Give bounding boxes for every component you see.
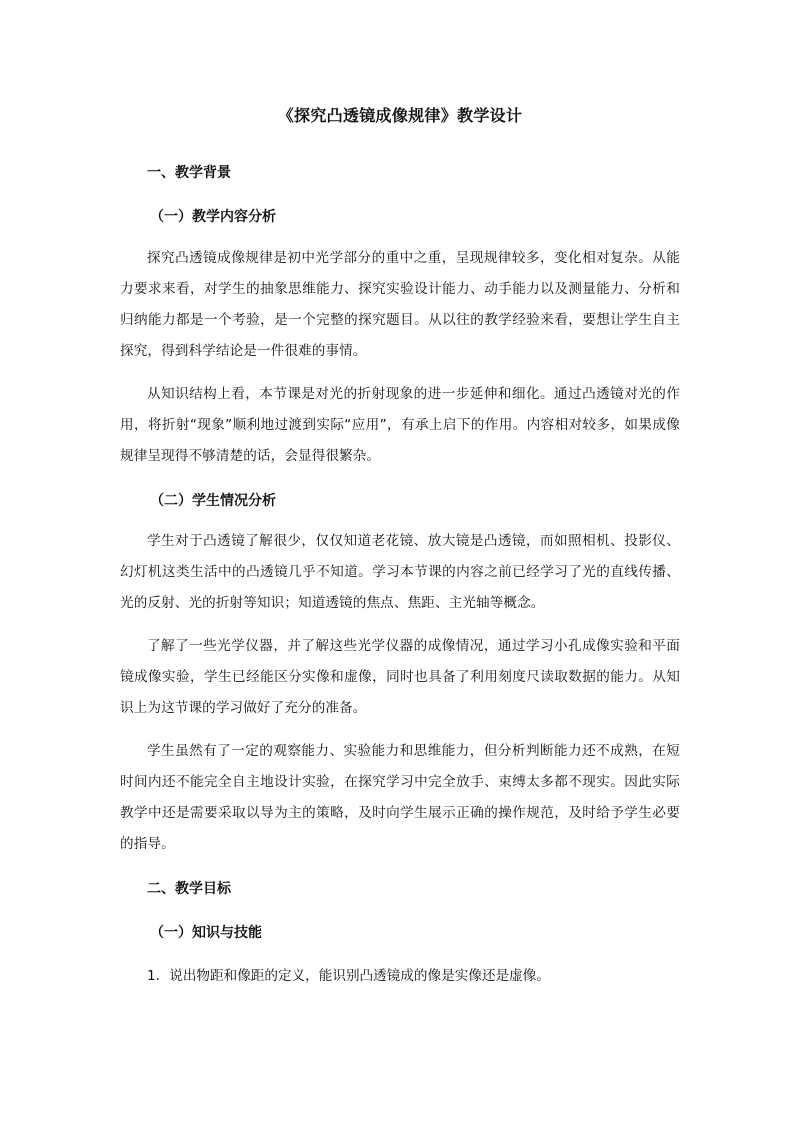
paragraph: 从知识结构上看，本节课是对光的折射现象的进一步延伸和细化。通过凸透镜对光的作用，将折射“现象”顺利地过渡到实际“应用”，有承上启下的作用。内容相对较多，如果成像规律呈现得不够清楚的话，会显得很繁杂。	[120, 386, 680, 464]
document-title: 《探究凸透镜成像规律》教学设计	[277, 106, 523, 125]
list-item: 1．说出物距和像距的定义，能识别凸透镜成的像是实像还是虚像。	[147, 968, 550, 984]
paragraph: 了解了一些光学仪器，并了解这些光学仪器的成像情况，通过学习小孔成像实验和平面镜成像实验，学生已经能区分实像和虚像，同时也具备了利用刻度尺读取数据的能力。从知识上为这节课的学习做好了充分的准备。	[120, 638, 680, 716]
section-heading-objectives: 二、教学目标	[147, 881, 231, 897]
section-heading-background: 一、教学背景	[147, 165, 231, 181]
paragraph: 学生对于凸透镜了解很少，仅仅知道老花镜、放大镜是凸透镜，而如照相机、投影仪、幻灯机这类生活中的凸透镜几乎不知道。学习本节课的内容之前已经学习了光的直线传播、光的反射、光的折射等知识；知道透镜的焦点、焦距、主光轴等概念。	[120, 533, 680, 611]
paragraph: 探究凸透镜成像规律是初中光学部分的重中之重，呈现规律较多，变化相对复杂。从能力要求来看，对学生的抽象思维能力、探究实验设计能力、动手能力以及测量能力、分析和归纳能力都是一个考验，是一个完整的探究题目。从以往的教学经验来看，要想让学生自主探究，得到科学结论是一件很难的事情。	[120, 250, 680, 359]
paragraph: 学生虽然有了一定的观察能力、实验能力和思维能力，但分析判断能力还不成熟，在短时间内还不能完全自主地设计实验，在探究学习中完全放手、束缚太多都不现实。因此实际教学中还是需要采取以导为主的策略，及时向学生展示正确的操作规范，及时给予学生必要的指导。	[120, 743, 680, 852]
document-body	[120, 104, 680, 987]
subsection-heading-content-analysis: （一）教学内容分析	[150, 209, 276, 225]
subsection-heading-knowledge-skills: （一）知识与技能	[150, 925, 262, 941]
subsection-heading-student-analysis: （二）学生情况分析	[150, 493, 276, 509]
